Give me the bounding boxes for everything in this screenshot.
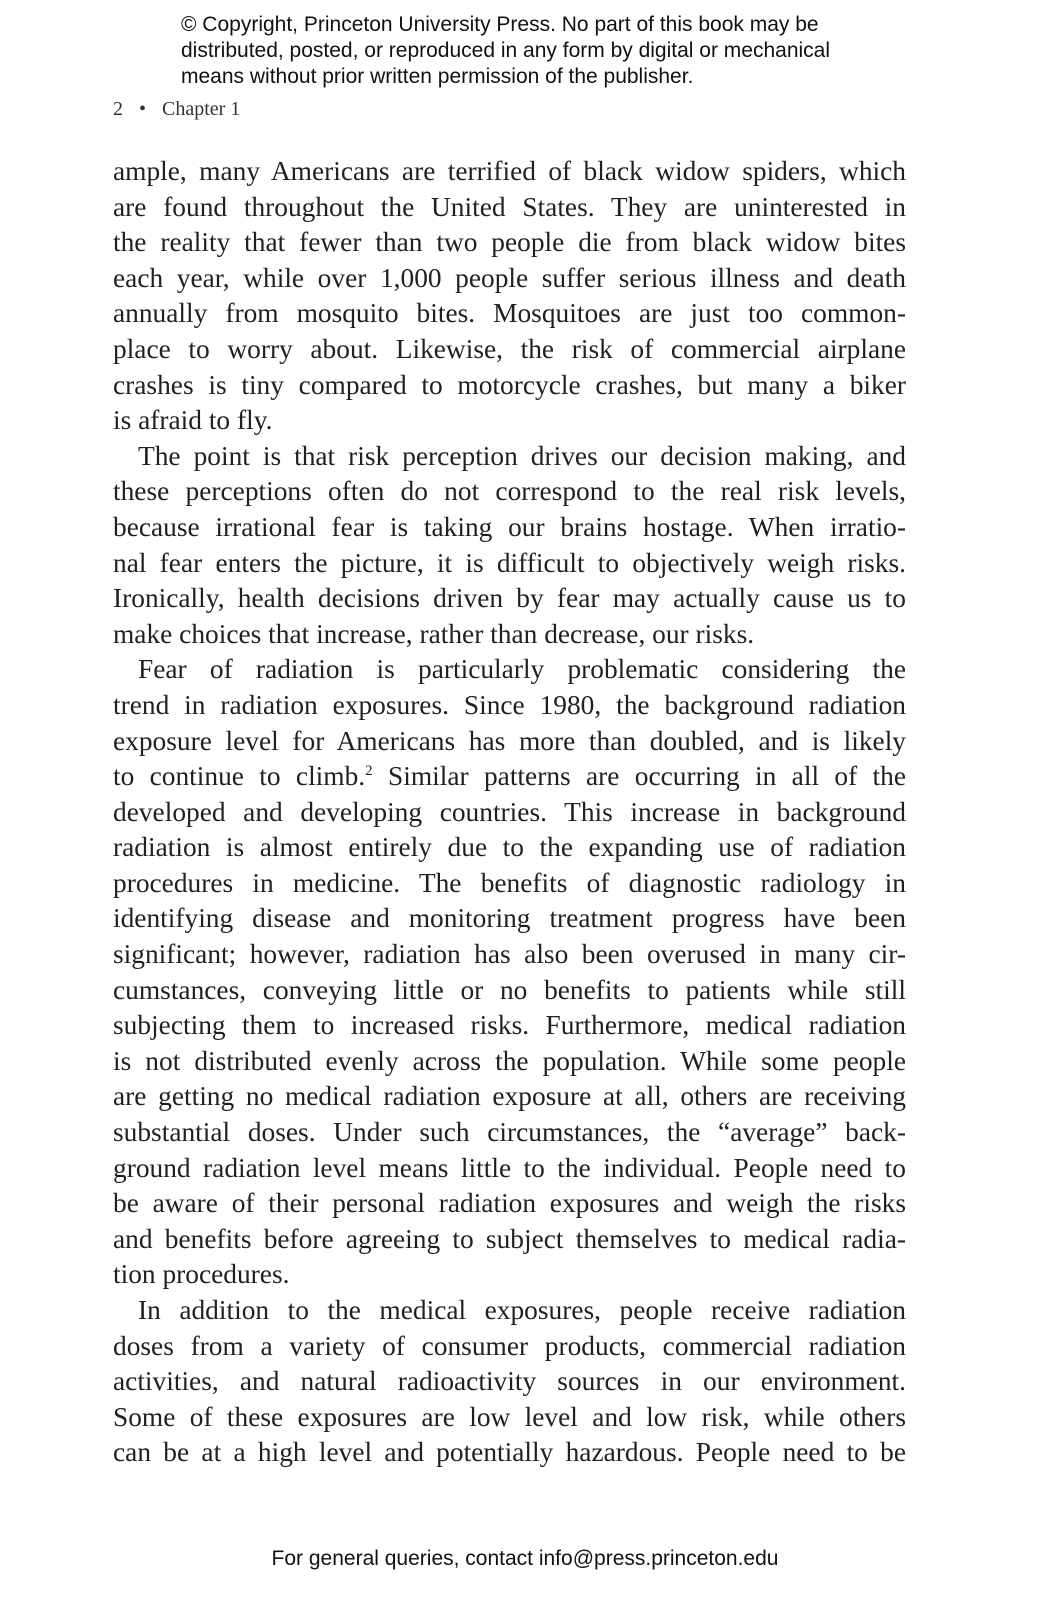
- text-line: annually from mosquito bites. Mosquitoes are just too common-: [113, 298, 906, 329]
- text-line: these perceptions often do not correspond to the real risk levels,: [113, 476, 906, 507]
- paragraph: [113, 439, 906, 653]
- text-line: each year, while over 1,000 people suffer serious illness and death: [113, 262, 906, 293]
- text-line: place to worry about. Likewise, the risk of commercial airplane: [113, 333, 906, 364]
- paragraph: [113, 1293, 906, 1471]
- copyright-line: distributed, posted, or reproduced in any form by digital or mechanical: [181, 39, 831, 62]
- text-segment: to continue to climb.: [113, 761, 366, 792]
- footer-contact: For general queries, contact info@press.princeton.edu: [271, 1547, 779, 1570]
- text-line: ground radiation level means little to the individual. People need to: [113, 1152, 906, 1183]
- text-line: be aware of their personal radiation exposures and weigh the risks: [113, 1188, 906, 1219]
- text-line: Ironically, health decisions driven by fear may actually cause us to: [113, 583, 906, 614]
- footnote-marker: 2: [365, 763, 373, 780]
- text-line: subjecting them to increased risks. Furthermore, medical radiation: [113, 1010, 906, 1041]
- text-line: ample, many Americans are terrified of black widow spiders, which: [113, 156, 906, 186]
- text-line: is not distributed evenly across the population. While some people: [113, 1045, 906, 1076]
- copyright-line: © Copyright, Princeton University Press. No part of this book may be: [181, 13, 819, 36]
- text-line: are getting no medical radiation exposure at all, others are receiving: [113, 1081, 906, 1112]
- copyright-notice: [181, 12, 901, 90]
- text-line: tion procedures.: [113, 1259, 290, 1290]
- text-line: make choices that increase, rather than decrease, our risks.: [113, 618, 755, 649]
- text-line: nal fear enters the picture, it is difficult to objectively weigh risks.: [113, 547, 906, 578]
- page-number: 2: [113, 98, 123, 120]
- text-line: Fear of radiation is particularly problematic considering the: [138, 654, 906, 685]
- paragraph: [113, 154, 906, 439]
- text-line: significant; however, radiation has also been overused in many cir-: [113, 939, 906, 970]
- text-line: because irrational fear is taking our brains hostage. When irratio-: [113, 511, 906, 542]
- body-text: [113, 154, 906, 1471]
- running-head: [113, 96, 240, 122]
- text-line: can be at a high level and potentially hazardous. People need to be: [113, 1437, 906, 1468]
- text-line: activities, and natural radioactivity sources in our environment.: [113, 1366, 906, 1397]
- text-line: crashes is tiny compared to motorcycle crashes, but many a biker: [113, 369, 906, 400]
- text-line: are found throughout the United States. They are uninterested in: [113, 191, 906, 222]
- text-line: procedures in medicine. The benefits of diagnostic radiology in: [113, 867, 906, 898]
- text-line: developed and developing countries. This increase in background: [113, 796, 906, 827]
- text-line: substantial doses. Under such circumstances, the “average” back-: [113, 1117, 906, 1148]
- text-line: radiation is almost entirely due to the expanding use of radiation: [113, 832, 906, 863]
- text-line: cumstances, conveying little or no benefits to patients while still: [113, 974, 906, 1005]
- text-line: Some of these exposures are low level and low risk, while others: [113, 1401, 906, 1432]
- text-line: the reality that fewer than two people die from black widow bites: [113, 227, 906, 258]
- copyright-line: means without prior written permission of the publisher.: [181, 65, 694, 88]
- text-line: In addition to the medical exposures, people receive radiation: [138, 1295, 906, 1325]
- text-line: [113, 759, 906, 795]
- text-line: trend in radiation exposures. Since 1980, the background radiation: [113, 689, 906, 720]
- text-line: doses from a variety of consumer products, commercial radiation: [113, 1330, 906, 1361]
- text-line: exposure level for Americans has more than doubled, and is likely: [113, 725, 906, 756]
- text-segment: Similar patterns are occurring in all of the: [372, 761, 907, 792]
- text-line: is afraid to fly.: [113, 405, 273, 436]
- text-line: The point is that risk perception drives our decision making, and: [138, 440, 906, 471]
- paragraph: [113, 652, 906, 1293]
- text-line: identifying disease and monitoring treatment progress have been: [113, 903, 906, 934]
- text-line: and benefits before agreeing to subject themselves to medical radia-: [113, 1223, 906, 1254]
- bullet-separator: •: [139, 98, 147, 120]
- chapter-label: Chapter 1: [162, 98, 241, 120]
